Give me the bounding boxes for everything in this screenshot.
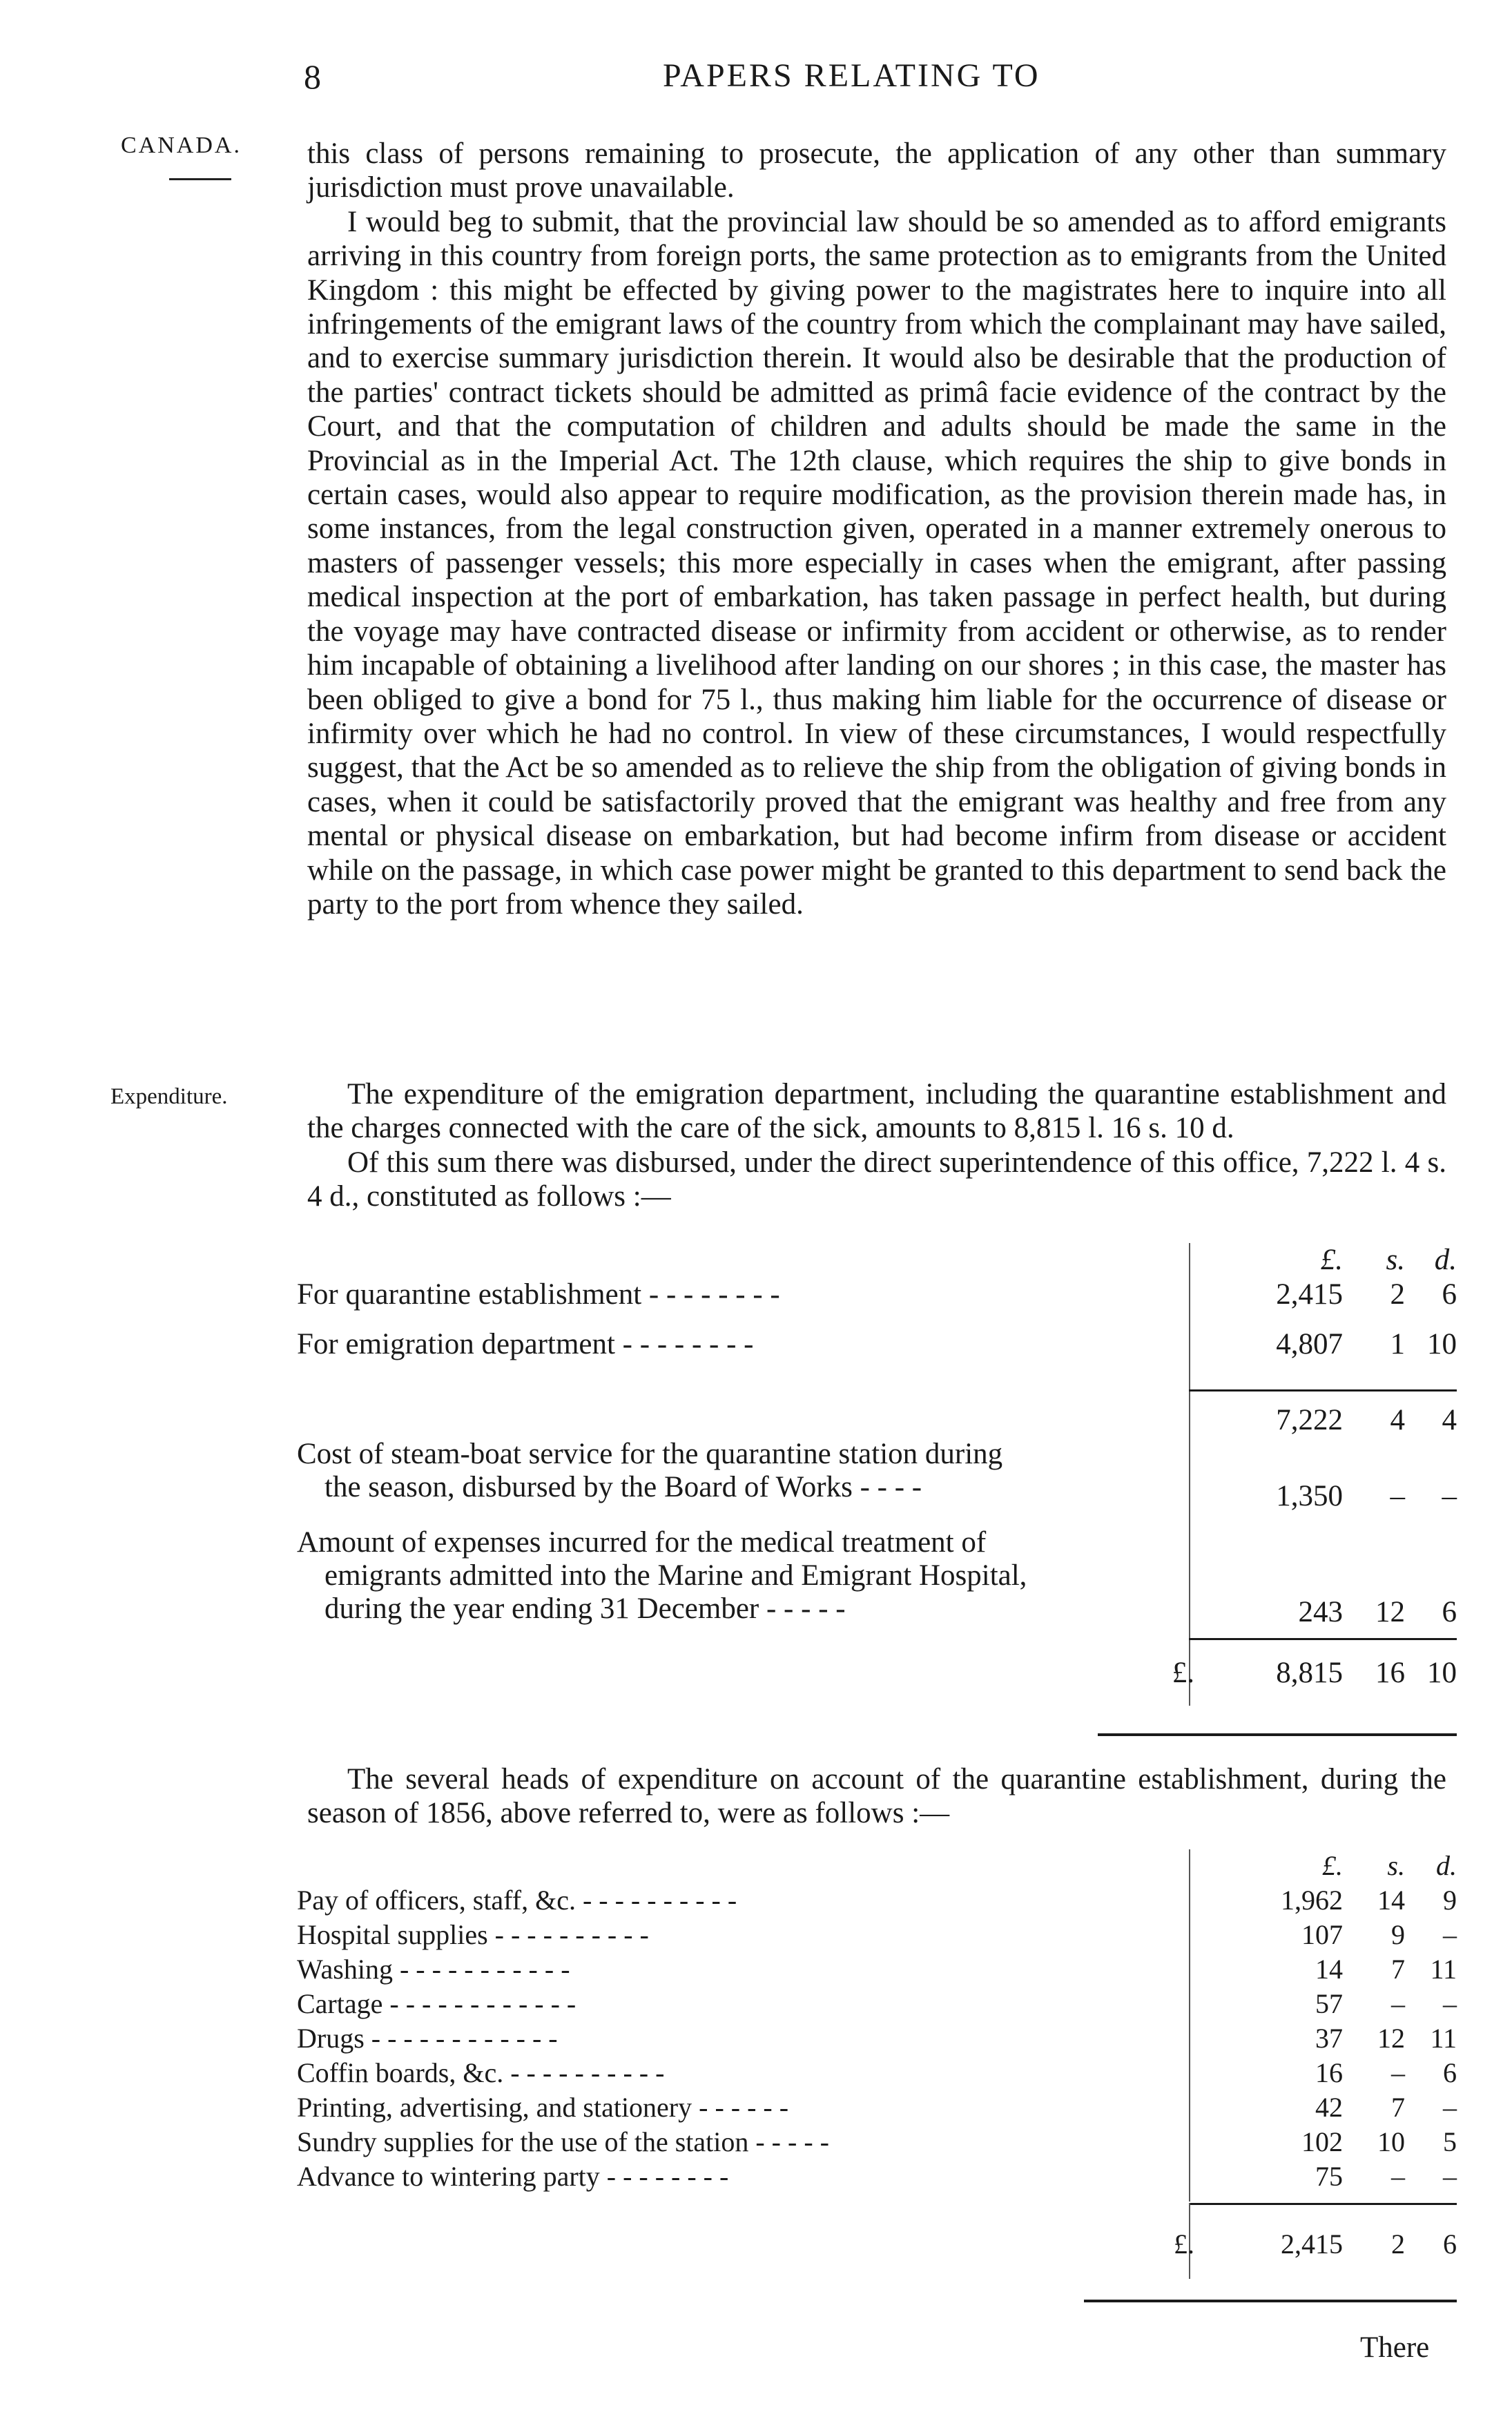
row-description: For emigration department - - - - - - - - <box>297 1328 754 1360</box>
paragraph: The expenditure of the emigration department, including the quarantine establishment and the charges connected with the care of the sick, amounts to 8,815 l. 16 s. 10 d. <box>307 1078 1446 1145</box>
row-description: Coffin boards, &c. - - - - - - - - - - <box>297 2057 665 2088</box>
row-shillings: 9 <box>1391 1919 1405 1950</box>
body-text-section-2 <box>307 1077 1446 1214</box>
total-pounds: 8,815 <box>1276 1657 1343 1689</box>
paragraph: The several heads of expenditure on account of the quarantine establishment, during the season of 1856, above referred to, were as follows :— <box>307 1763 1446 1830</box>
row-pence: 11 <box>1430 2023 1457 2054</box>
total-label: £. <box>1172 1657 1194 1689</box>
column-rule <box>1189 1849 1190 2202</box>
row-shillings: 7 <box>1391 2092 1405 2123</box>
row-pounds: 243 <box>1298 1596 1343 1628</box>
row-description-line: Cost of steam-boat service for the quarantine station during <box>297 1438 1003 1470</box>
body-text-section-1 <box>307 137 1446 921</box>
row-pounds: 14 <box>1315 1954 1343 1985</box>
row-shillings: 10 <box>1377 2126 1405 2157</box>
row-shillings: 7 <box>1391 1954 1405 1985</box>
row-pence: 6 <box>1443 2057 1457 2088</box>
row-description: Drugs - - - - - - - - - - - - <box>297 2023 558 2054</box>
header-shillings: s. <box>1386 1244 1405 1276</box>
margin-note-canada: CANADA. <box>121 133 242 158</box>
header-pounds: £. <box>1320 1244 1343 1276</box>
row-description: Advance to wintering party - - - - - - - - <box>297 2161 729 2192</box>
subtotal-rule <box>1189 1389 1457 1392</box>
row-description-line: the season, disbursed by the Board of Works - - - - <box>324 1471 922 1503</box>
row-pence: – <box>1442 1480 1457 1512</box>
row-description: Pay of officers, staff, &c. - - - - - - - - - - <box>297 1885 737 1916</box>
total-pence: 10 <box>1427 1657 1457 1689</box>
margin-note-expenditure: Expenditure. <box>110 1084 228 1109</box>
row-pounds: 37 <box>1315 2023 1343 2054</box>
subtotal-shillings: 4 <box>1390 1404 1405 1436</box>
page-number: 8 <box>304 57 321 96</box>
row-shillings: – <box>1391 2161 1405 2192</box>
row-shillings: 14 <box>1377 1885 1405 1916</box>
row-pounds: 1,350 <box>1276 1480 1343 1512</box>
row-pence: 6 <box>1442 1596 1457 1628</box>
row-pounds: 4,807 <box>1276 1328 1343 1360</box>
paragraph: Of this sum there was disbursed, under the direct superintendence of this office, 7,222 l. 4 s. 4 d., constituted as follows :— <box>307 1146 1446 1213</box>
header-shillings: s. <box>1387 1850 1405 1881</box>
column-rule <box>1189 1243 1190 1566</box>
row-description: Sundry supplies for the use of the station - - - - - <box>297 2126 829 2157</box>
row-pounds: 2,415 <box>1276 1278 1343 1311</box>
row-pence: 5 <box>1443 2126 1457 2157</box>
row-pounds: 16 <box>1315 2057 1343 2088</box>
row-shillings: 12 <box>1375 1596 1405 1628</box>
paragraph: this class of persons remaining to prosecute, the application of any other than summary jurisdiction must prove unavailable. <box>307 137 1446 204</box>
row-pounds: 1,962 <box>1281 1885 1343 1916</box>
total-pence: 6 <box>1443 2228 1457 2260</box>
row-description-line: Amount of expenses incurred for the medical treatment of <box>297 1526 987 1559</box>
row-pounds: 57 <box>1315 1988 1343 2019</box>
row-description <box>297 1526 1170 1626</box>
header-pence: d. <box>1436 1850 1457 1881</box>
row-shillings: – <box>1390 1480 1405 1512</box>
double-rule <box>1098 1733 1457 1736</box>
row-description: Printing, advertising, and stationery - - - - - - <box>297 2092 789 2123</box>
row-description-line: during the year ending 31 December - - - - - <box>324 1592 846 1625</box>
row-shillings: – <box>1391 1988 1405 2019</box>
row-pence: 9 <box>1443 1885 1457 1916</box>
total-shillings: 16 <box>1375 1657 1405 1689</box>
row-pence: – <box>1443 1988 1457 2019</box>
margin-rule <box>169 178 231 180</box>
row-pence: – <box>1443 2161 1457 2192</box>
double-rule <box>1084 2300 1457 2302</box>
total-rule <box>1189 1638 1457 1640</box>
row-pounds: 42 <box>1315 2092 1343 2123</box>
row-shillings: 1 <box>1390 1328 1405 1360</box>
row-shillings: 12 <box>1377 2023 1405 2054</box>
row-pounds: 102 <box>1301 2126 1343 2157</box>
row-shillings: – <box>1391 2057 1405 2088</box>
total-label: £. <box>1174 2228 1194 2260</box>
row-pounds: 107 <box>1301 1919 1343 1950</box>
page-header <box>304 57 1443 105</box>
row-pence: 10 <box>1427 1328 1457 1360</box>
subtotal-pounds: 7,222 <box>1276 1404 1343 1436</box>
row-description: For quarantine establishment - - - - - - - - <box>297 1278 780 1311</box>
body-text-section-3 <box>307 1762 1446 1831</box>
row-pence: 6 <box>1442 1278 1457 1311</box>
row-description: Hospital supplies - - - - - - - - - - <box>297 1919 649 1950</box>
paragraph: I would beg to submit, that the provincial law should be so amended as to afford emigrants arriving in this country from foreign ports, the same protection as to emigrants from the United Kingdom : this might be effected by giving power to the magistrates here to inquire into all infringements of the emigrant laws of the country from which the complainant may have sailed, and to exercise summary jurisdiction therein. It would also be desirable that the production of the parties' contract tickets should be admitted as primâ facie evidence of the contract by the Court, and that the computation of children and adults should be made the same in the Provincial as in the Imperial Act. The 12th clause, which requires the ship to give bonds in certain cases, would also appear to require modification, as the provision therein made has, in some instances, from the legal construction given, operated in a manner extremely onerous to masters of passenger vessels; this more especially in cases when the emigrant, after passing medical inspection at the port of embarkation, has taken passage in perfect health, but during the voyage may have contracted disease or infirmity from accident or otherwise, as to render him incapable of obtaining a livelihood after landing on our shores ; in this case, the master has been obliged to give a bond for 75 l., thus making him liable for the occurrence of disease or infirmity over which he had no control. In view of these circumstances, I would respectfully suggest, that the Act be so amended as to relieve the ship from the obligation of giving bonds in cases, when it could be satisfactorily proved that the emigrant was healthy and free from any mental or physical disease on embarkation, but had become infirm from disease or accident while on the passage, in which case power might be granted to this department to send back the party to the port from whence they sailed. <box>307 205 1446 921</box>
total-pounds: 2,415 <box>1281 2228 1343 2260</box>
row-description: Washing - - - - - - - - - - - <box>297 1954 570 1985</box>
row-description <box>297 1438 1170 1504</box>
row-description: Cartage - - - - - - - - - - - - <box>297 1988 576 2019</box>
row-pence: 11 <box>1430 1954 1457 1985</box>
catchword: There <box>1360 2331 1430 2364</box>
total-rule <box>1189 2203 1457 2205</box>
row-description-line: emigrants admitted into the Marine and Emigrant Hospital, <box>324 1559 1027 1592</box>
total-shillings: 2 <box>1391 2228 1405 2260</box>
row-pence: – <box>1443 1919 1457 1950</box>
header-pence: d. <box>1434 1244 1457 1276</box>
row-shillings: 2 <box>1390 1278 1405 1311</box>
header-pounds: £. <box>1322 1850 1343 1881</box>
subtotal-pence: 4 <box>1442 1404 1457 1436</box>
row-pounds: 75 <box>1315 2161 1343 2192</box>
row-pence: – <box>1443 2092 1457 2123</box>
running-title: PAPERS RELATING TO <box>663 57 1040 94</box>
